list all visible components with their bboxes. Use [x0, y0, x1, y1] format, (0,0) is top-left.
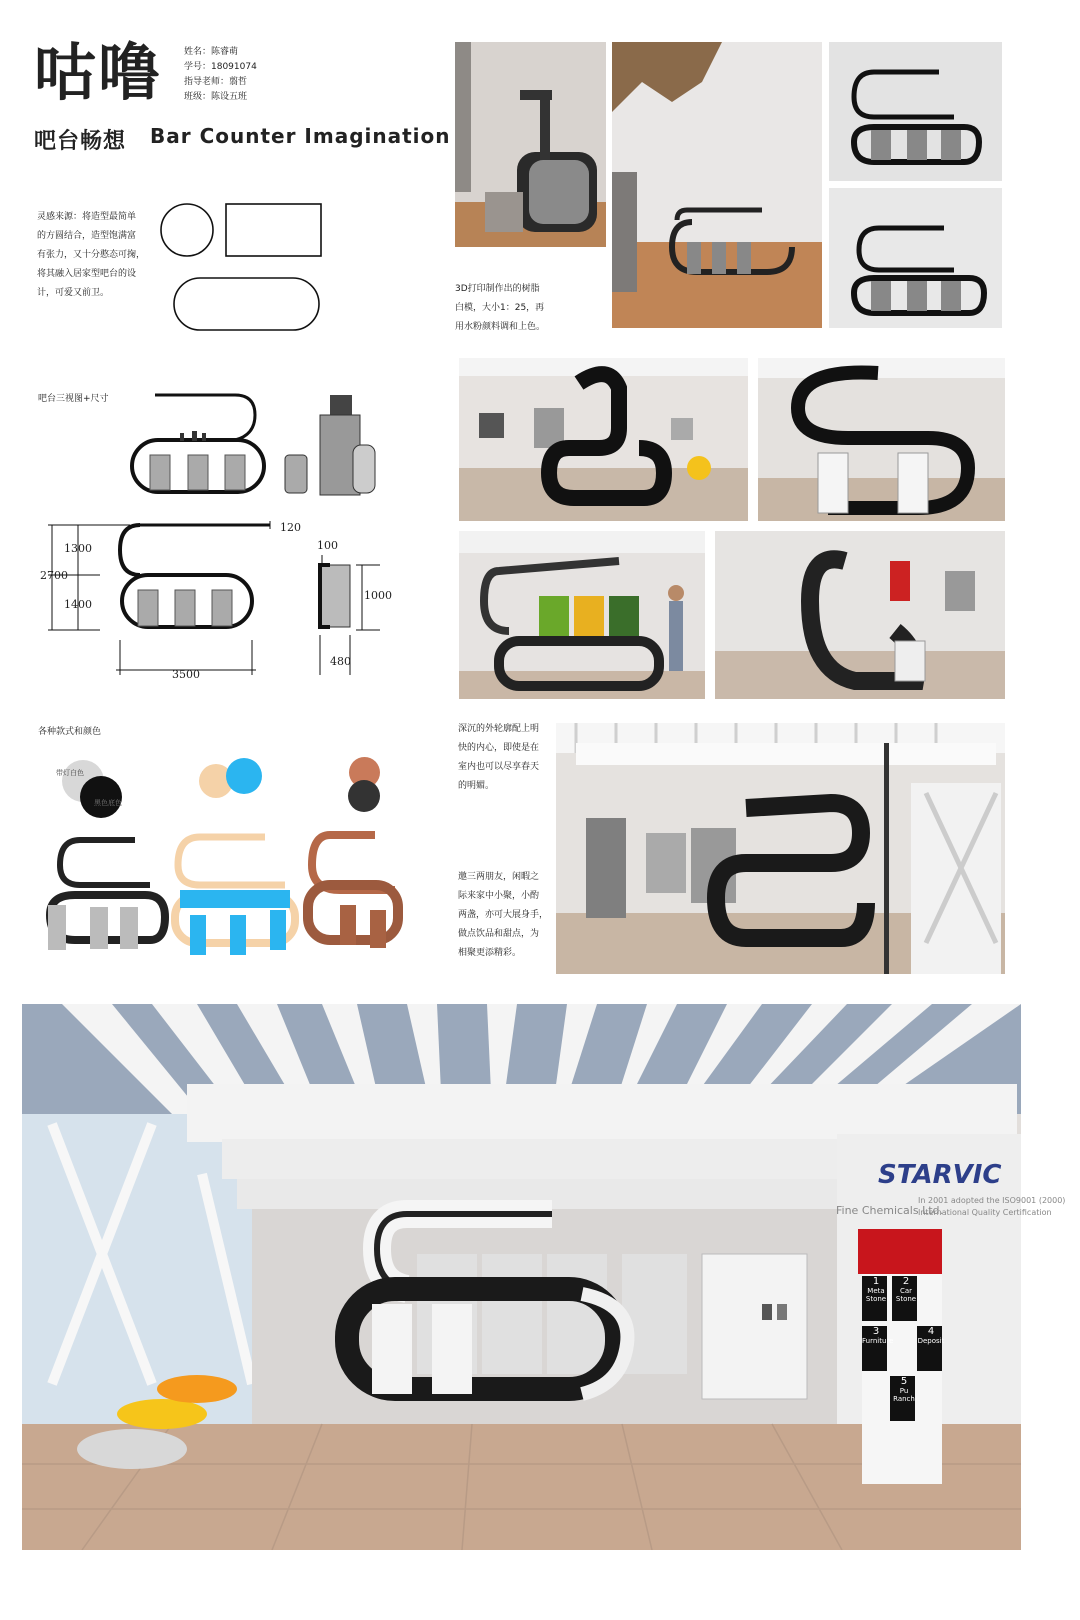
views-label: 吧台三视图+尺寸: [38, 394, 109, 404]
iso-line-1: In 2001 adopted the ISO9001 (2000): [918, 1196, 1066, 1205]
subtitle-cn: 吧台畅想: [34, 129, 127, 154]
render-photo-3: [459, 531, 705, 699]
dim-1300: 1300: [64, 542, 92, 555]
caption-line: 两盏，亦可大展身手，: [458, 910, 549, 920]
model-photo-3: [829, 42, 1002, 181]
caption-line: 做点饮品和甜点，为: [458, 929, 540, 939]
tile-label: Car Stone: [895, 1287, 917, 1303]
model-photo-4: [829, 188, 1002, 328]
name-line: 姓名：陈睿萌: [184, 47, 239, 57]
styles-label: 各种款式和颜色: [38, 727, 102, 737]
caption-line: 际来家中小聚，小酌: [458, 891, 540, 901]
swatch-charcoal: [348, 780, 380, 812]
panel-tile-4: [917, 1326, 945, 1345]
dim-3500: 3500: [172, 668, 200, 681]
swatch-black: [80, 776, 122, 818]
tile-number: 5: [900, 1376, 908, 1387]
tile-label: Meta Stone: [865, 1287, 887, 1303]
tile-number: 1: [872, 1276, 880, 1287]
caption-3: [458, 868, 558, 963]
swatch-text-a: 带灯白色: [56, 769, 84, 777]
tile-number: 2: [902, 1276, 910, 1287]
caption-line: 白模，大小1：25，再: [455, 303, 545, 313]
tile-label: Furniture: [862, 1337, 894, 1345]
caption-2: [458, 720, 558, 796]
model-photo-2: [612, 42, 822, 328]
student-info: [184, 45, 257, 105]
panel-tile-5: [890, 1376, 918, 1403]
tile-label: Pu Ranch: [893, 1387, 915, 1403]
dim-120: 120: [280, 521, 301, 534]
panel-tile-1: [862, 1276, 890, 1303]
tile-number: 3: [872, 1326, 880, 1337]
tile-label: Deposit: [917, 1337, 945, 1345]
caption-line: 3D打印制作出的树脂: [455, 284, 540, 294]
inspiration-text: [37, 208, 147, 303]
render-photo-2: [758, 358, 1005, 521]
caption-line: 相聚更添精彩。: [458, 948, 522, 958]
subtitle-en: Bar Counter Imagination: [150, 124, 451, 148]
caption-line: 室内也可以尽享春天: [458, 762, 540, 772]
company-name: Fine Chemicals Ltd.: [836, 1204, 944, 1217]
model-photo-1: [455, 42, 606, 247]
dim-480: 480: [330, 655, 351, 668]
tile-number: 4: [927, 1326, 935, 1337]
iso-line-2: International Quality Certification: [918, 1208, 1052, 1217]
dim-1000: 1000: [364, 589, 392, 602]
inspiration-line: 将其融入居家型吧台的设: [37, 269, 137, 279]
teacher-line: 指导老师：翦哲: [184, 77, 248, 87]
caption-line: 快的内心，即使是在: [458, 743, 540, 753]
swatch-blue: [226, 758, 262, 794]
model-caption: [455, 280, 585, 337]
color-variants: [40, 825, 440, 965]
class-line: 班级：陈设五班: [184, 92, 248, 102]
three-view-drawing: [40, 385, 440, 695]
inspiration-line: 有张力，又十分憨态可掬，: [37, 250, 146, 260]
caption-line: 深沉的外轮廓配上明: [458, 724, 540, 734]
render-photo-5: [556, 723, 1005, 974]
caption-line: 邀三两朋友，闲暇之: [458, 872, 540, 882]
inspiration-line: 灵感来源：将造型最简单: [37, 212, 137, 222]
panel-tile-3: [862, 1326, 894, 1345]
dim-2700: 2700: [40, 569, 68, 582]
caption-line: 的明媚。: [458, 781, 495, 791]
student-id-line: 学号：18091074: [184, 62, 257, 72]
dim-1400: 1400: [64, 598, 92, 611]
panel-tile-2: [892, 1276, 920, 1303]
render-photo-1: [459, 358, 748, 521]
render-photo-4: [715, 531, 1005, 699]
main-title: 咕噜: [34, 36, 163, 109]
caption-line: 用水粉颜料调和上色。: [455, 322, 546, 332]
inspiration-line: 计，可爱又前卫。: [37, 288, 110, 298]
brand-logo: STARVIC: [878, 1160, 1002, 1190]
dim-100: 100: [317, 539, 338, 552]
inspiration-line: 的方圆结合，造型饱满富: [37, 231, 137, 241]
shape-diagram: [160, 198, 330, 338]
swatch-text-b: 黑色底色: [94, 799, 122, 807]
